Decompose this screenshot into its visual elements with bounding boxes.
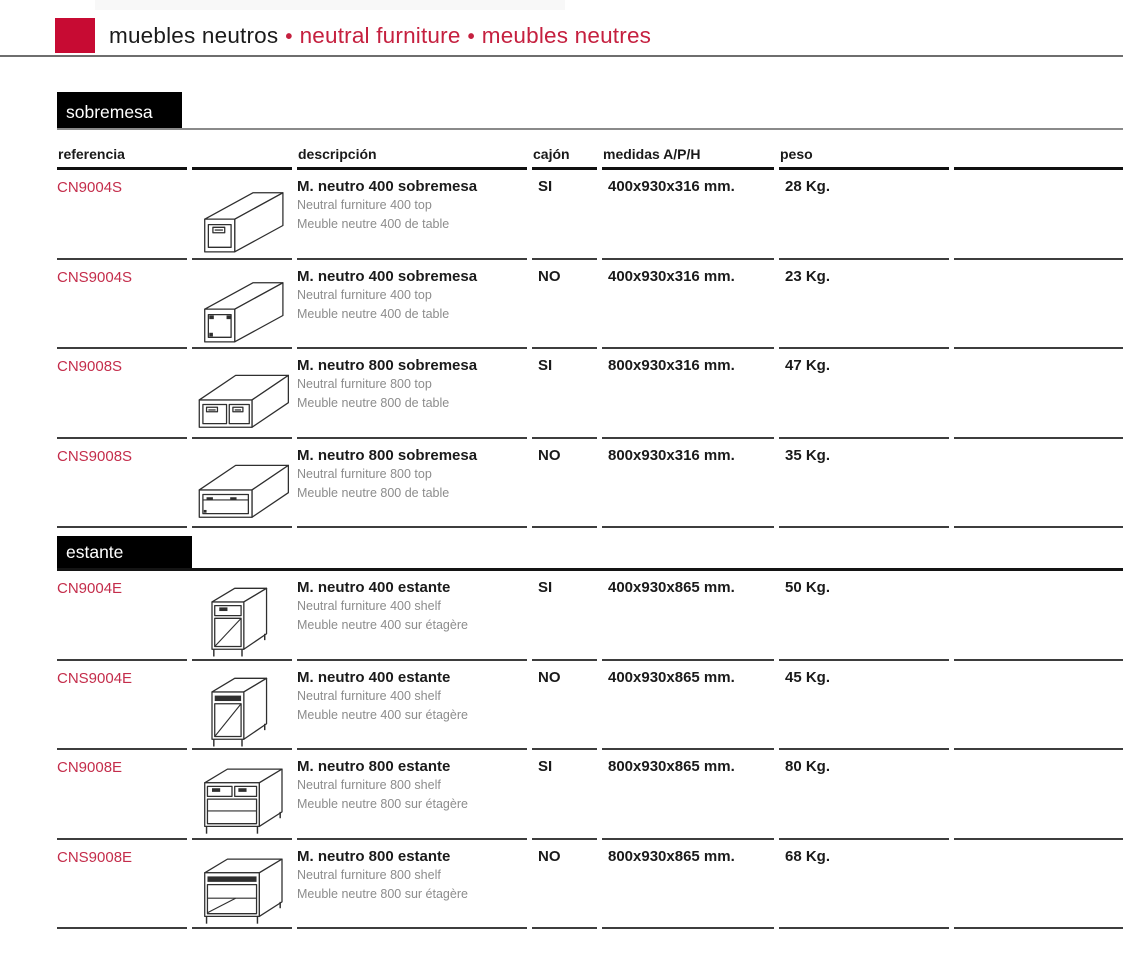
reference-code: CN9004E [57,580,123,597]
reference-cell [57,439,187,529]
dimensions-value: 400x930x865 mm. [608,579,735,596]
spacer-cell [954,260,1123,350]
drawer-cell [532,840,597,930]
header-divider [0,55,1123,57]
product-illustration-box800-plain [192,441,292,528]
product-description-fr: Meuble neutre 400 sur étagère [297,707,468,722]
drawer-cell [532,349,597,439]
weight-cell [779,661,949,751]
product-description-en: Neutral furniture 800 top [297,466,432,481]
reference-cell [57,571,187,661]
reference-cell [57,661,187,751]
product-illustration-box400-drawer [192,172,292,259]
illustration-cell [192,260,292,350]
product-illustration-cab800-open [192,842,292,929]
page-title-english: neutral furniture [299,23,461,48]
illustration-cell [192,170,292,260]
column-header-spacer [954,130,1123,170]
dimensions-value: 800x930x316 mm. [608,446,735,464]
section-sobremesa [57,92,1123,528]
section-header-label: estante [66,542,124,562]
product-title: M. neutro 800 sobremesa [297,357,478,374]
drawer-cell [532,750,597,840]
drawer-value: NO [538,668,561,686]
reference-cell [57,260,187,350]
weight-cell [779,750,949,840]
weight-value: 45 Kg. [785,668,831,686]
product-row [57,840,1123,930]
description-cell [297,170,527,260]
product-catalog [57,92,1123,929]
weight-cell [779,170,949,260]
description-cell [297,260,527,350]
dimensions-value: 400x930x316 mm. [608,178,735,195]
weight-value: 80 Kg. [785,758,831,775]
product-description-en: Neutral furniture 400 shelf [297,599,441,613]
product-illustration-box400-plain [192,262,292,349]
section-header-estante [57,536,192,568]
product-description-fr: Meuble neutre 800 sur étagère [297,886,468,901]
product-description-en: Neutral furniture 400 top [297,287,432,302]
illustration-cell [192,571,292,661]
product-title: M. neutro 400 sobremesa [297,178,478,195]
weight-value: 35 Kg. [785,446,831,464]
product-illustration-box800-drawers [192,351,292,438]
section-header-sobremesa [57,92,182,128]
description-cell [297,349,527,439]
section-estante [57,536,1123,929]
product-row [57,750,1123,840]
illustration-cell [192,840,292,930]
reference-code: CNS9004E [57,669,133,687]
dimensions-cell [602,661,774,751]
dimensions-cell [602,439,774,529]
column-header-cajon: cajón [532,130,597,170]
drawer-cell [532,661,597,751]
product-row [57,170,1123,260]
product-row [57,260,1123,350]
section-header-label: sobremesa [66,102,153,122]
drawer-value: SI [538,579,553,596]
reference-cell [57,840,187,930]
reference-code: CN9008E [57,759,123,776]
product-description-fr: Meuble neutre 400 sur étagère [297,618,468,632]
page-title-spanish: muebles neutros [109,23,279,48]
reference-cell [57,750,187,840]
weight-cell [779,260,949,350]
product-description-en: Neutral furniture 800 shelf [297,778,441,792]
spacer-cell [954,439,1123,529]
dimensions-cell [602,750,774,840]
dimensions-cell [602,349,774,439]
column-header-peso: peso [779,130,949,170]
brand-accent-square [55,18,95,53]
spacer-cell [954,661,1123,751]
product-title: M. neutro 400 sobremesa [297,267,478,285]
column-header-descripcion: descripción [297,130,527,170]
page-title-french: meubles neutres [481,23,652,48]
column-header-spacer [192,130,292,170]
description-cell [297,571,527,661]
product-row [57,349,1123,439]
illustration-cell [192,349,292,439]
product-description-en: Neutral furniture 800 top [297,377,432,391]
reference-code: CNS9008S [57,447,133,465]
weight-cell [779,349,949,439]
weight-value: 47 Kg. [785,357,831,374]
product-description-fr: Meuble neutre 800 de table [297,485,450,500]
dimensions-value: 400x930x865 mm. [608,668,735,686]
product-row [57,571,1123,661]
product-illustration-cab800-drawers [192,752,292,839]
illustration-cell [192,750,292,840]
reference-code: CN9008S [57,358,123,375]
drawer-cell [532,170,597,260]
drawer-cell [532,260,597,350]
drawer-value: SI [538,357,553,374]
weight-cell [779,840,949,930]
illustration-cell [192,439,292,529]
weight-value: 28 Kg. [785,178,831,195]
weight-value: 50 Kg. [785,579,831,596]
description-cell [297,840,527,930]
reference-code: CNS9004S [57,268,133,286]
column-header-referencia: referencia [57,130,187,170]
product-description-en: Neutral furniture 400 top [297,198,432,212]
drawer-value: NO [538,847,561,865]
dimensions-cell [602,260,774,350]
product-description-fr: Meuble neutre 400 de table [297,217,450,231]
dimensions-cell [602,571,774,661]
dimensions-value: 800x930x865 mm. [608,847,735,865]
dimensions-value: 400x930x316 mm. [608,267,735,285]
reference-cell [57,170,187,260]
table-header-row [57,130,1123,170]
drawer-value: NO [538,446,561,464]
product-title: M. neutro 800 estante [297,847,451,865]
description-cell [297,661,527,751]
weight-cell [779,571,949,661]
drawer-value: NO [538,267,561,285]
bullet-separator: • [467,26,475,48]
product-illustration-cab400-drawer [192,573,292,660]
product-title: M. neutro 800 sobremesa [297,446,478,464]
product-description-fr: Meuble neutre 800 sur étagère [297,797,468,811]
spacer-cell [954,840,1123,930]
spacer-cell [954,349,1123,439]
drawer-value: SI [538,178,553,195]
dimensions-value: 800x930x865 mm. [608,758,735,775]
product-title: M. neutro 400 estante [297,579,451,596]
top-decoration-bar [95,0,565,10]
product-title: M. neutro 800 estante [297,758,451,775]
product-description-en: Neutral furniture 400 shelf [297,688,441,703]
product-description-fr: Meuble neutre 800 de table [297,396,450,410]
weight-value: 68 Kg. [785,847,831,865]
spacer-cell [954,750,1123,840]
reference-cell [57,349,187,439]
product-illustration-cab400-open [192,663,292,750]
dimensions-cell [602,840,774,930]
reference-code: CN9004S [57,179,123,196]
drawer-cell [532,439,597,529]
product-row [57,439,1123,529]
page-title [109,23,651,49]
description-cell [297,439,527,529]
drawer-cell [532,571,597,661]
description-cell [297,750,527,840]
product-description-en: Neutral furniture 800 shelf [297,867,441,882]
drawer-value: SI [538,758,553,775]
spacer-cell [954,170,1123,260]
spacer-cell [954,571,1123,661]
dimensions-cell [602,170,774,260]
illustration-cell [192,661,292,751]
product-title: M. neutro 400 estante [297,668,451,686]
weight-cell [779,439,949,529]
column-header-medidas: medidas A/P/H [602,130,774,170]
product-description-fr: Meuble neutre 400 de table [297,306,450,321]
dimensions-value: 800x930x316 mm. [608,357,735,374]
bullet-separator: • [285,26,293,48]
reference-code: CNS9008E [57,848,133,866]
product-row [57,661,1123,751]
weight-value: 23 Kg. [785,267,831,285]
